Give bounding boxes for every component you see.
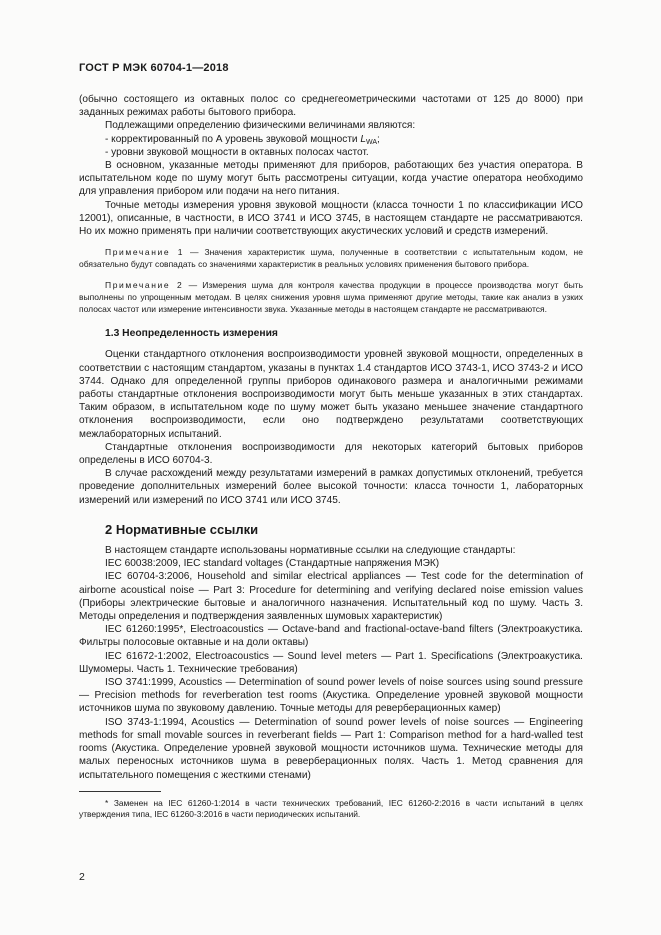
paragraph: Стандартные отклонения воспроизводимости для некоторых категорий бытовых приборов определены в ИСО 60704-3. xyxy=(79,441,583,467)
note-text: — Измерения шума для контроля качества продукции в процессе производства могут быть выполнены по упрощенным методам. В целях снижения уровня шума применяют другие методы, такие как анализ в узких полосах частот или измерение интенсивности звука. Указанные методы в настоящем стандарте не рассматриваются. xyxy=(79,280,583,314)
reference-item: IEC 60704-3:2006, Household and similar electrical appliances — Test code for the determination of airborne acoustical noise — Part 3: Procedure for determining and verifying declared noise emission values (Приборы электрические бытовые и аналогичного назначения. Испытательный код по шуму. Часть 3. Методы определения и подтверждения заявленных шумовых характеристик) xyxy=(79,571,583,623)
paragraph: В основном, указанные методы применяют для приборов, работающих без участия оператора. В испытательном коде по шуму могут быть рассмотрены ситуации, когда участие оператора необходимо для управления прибором или подачи на него питания. xyxy=(79,160,583,198)
paragraph: Подлежащими определению физическими величинами являются: xyxy=(105,120,416,132)
reference-item: ISO 3743-1:1994, Acoustics — Determination of sound power levels of noise sources — Engineering methods for small movable sources in reverberant fields — Part 1: Comparison method for a hard-walled test rooms (Акустика. Определение уровней звуковой мощности источников шума. Технические методы для малых переносных источников шума в реверберационных полях. Часть 1. Метод сравнения для испытательного помещения с жесткими стенами) xyxy=(79,716,583,781)
list-item: - уровни звуковой мощности в октавных полосах частот. xyxy=(105,146,369,158)
footnote-divider xyxy=(79,791,161,792)
note-label: Примечание 2 xyxy=(105,280,184,291)
document-body xyxy=(79,93,583,820)
paragraph: В настоящем стандарте использованы нормативные ссылки на следующие стандарты: xyxy=(105,545,516,557)
footnote: * Заменен на IEC 61260-1:2014 в части технических требований, IEC 61260-2:2016 в части испытаний в целях утверждения типа, IEC 61260-3:2016 в части периодических испытаний. xyxy=(79,797,583,819)
section-heading-1-3: 1.3 Неопределенность измерения xyxy=(105,328,278,340)
section-heading-2: 2 Нормативные ссылки xyxy=(105,521,259,537)
paragraph: (обычно состоящего из октавных полос со среднегеометрическими частотами от 125 до 8000) при заданных режимах работы бытового прибора. xyxy=(79,94,583,119)
reference-item: ISO 3741:1999, Acoustics — Determination of sound power levels of noise sources using sound pressure — Precision methods for reverberation test rooms (Акустика. Определение уровней звуковой мощности источников шума по звуковому давлению. Точные методы для реверберационных камер) xyxy=(79,677,583,715)
reference-item: IEC 61672-1:2002, Electroacoustics — Sound level meters — Part 1. Specifications (Электроакустика. Шумомеры. Часть 1. Технические требования) xyxy=(79,650,583,675)
list-item-end: ; xyxy=(377,133,380,145)
paragraph: Оценки стандартного отклонения воспроизводимости уровней звуковой мощности, определенных в соответствии с настоящим стандартом, указаны в пунктах 1.4 стандартов ИСО 3743-1, ИСО 3743-2 и ИСО 3744. Однако для определенной группы приборов одинакового размера и аналогичными режимами работы стандартные отклонения воспроизводимости могут быть меньше указанных в этих стандартах. Таким образом, в испытательном коде по шуму может быть указано меньшее значение стандартного отклонения воспроизводимости, если оно подтверждено результатами соответствующих межлабораторных испытаний. xyxy=(79,349,583,440)
symbol-subscript: WA xyxy=(366,138,378,146)
list-item xyxy=(79,133,583,146)
reference-item: IEC 61260:1995*, Electroacoustics — Octave-band and fractional-octave-band filters (Электроакустика. Фильтры полосовые октавные и на доли октавы) xyxy=(79,624,583,649)
page-number: 2 xyxy=(79,871,85,883)
reference-item: IEC 60038:2009, IEC standard voltages (Стандартные напряжения МЭК) xyxy=(105,558,440,570)
note-text: — Значения характеристик шума, полученные в соответствии с испытательным кодом, не обязательно будут совпадать со значениями характеристик в реальных условиях применения бытового прибора. xyxy=(79,247,583,269)
paragraph: Точные методы измерения уровня звуковой мощности (класса точности 1 по классификации ИСО 12001), описанные, в частности, в ИСО 3741 и ИСО 3745, в настоящем стандарте не рассматриваются. Но их можно применять при наличии соответствующих акустических условий и средств измерений. xyxy=(79,199,583,238)
note-2 xyxy=(79,280,583,315)
document-header: ГОСТ Р МЭК 60704-1—2018 xyxy=(79,62,229,74)
paragraph: В случае расхождений между результатами измерений в рамках допустимых отклонений, требуется проведение дополнительных измерений более высокой точности: класса точности 1, лабораторных измерений или измерений по ИСО 3741 или ИСО 3745. xyxy=(79,468,583,506)
list-item-text: - корректированный по А уровень звуковой мощности xyxy=(105,133,361,145)
note-label: Примечание 1 xyxy=(105,247,185,258)
note-1 xyxy=(79,247,583,270)
symbol-L: L xyxy=(360,133,367,145)
